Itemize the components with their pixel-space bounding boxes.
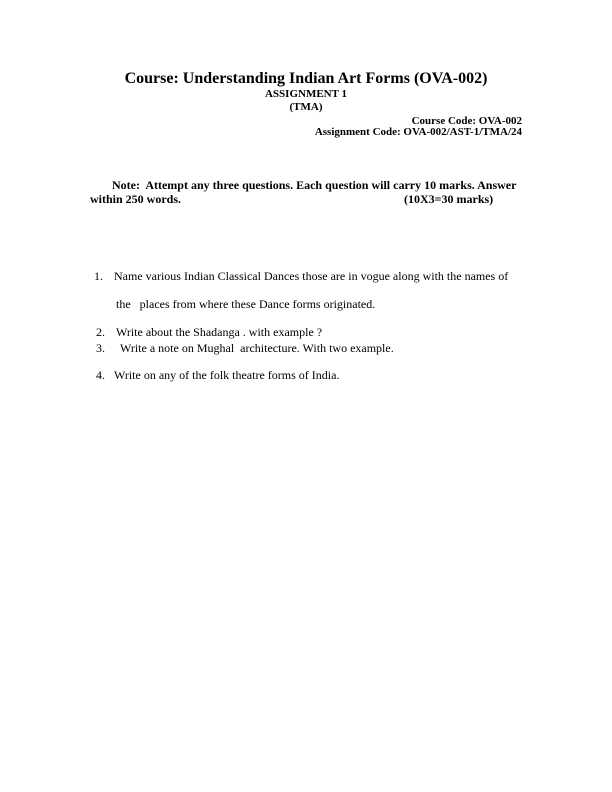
question-text: Write on any of the folk theatre forms of India. xyxy=(114,368,340,382)
question-text: Write a note on Mughal architecture. With two example. xyxy=(120,341,394,355)
question-1 xyxy=(94,269,508,284)
question-4 xyxy=(96,368,339,383)
question-2 xyxy=(96,325,322,340)
question-text: Name various Indian Classical Dances those are in vogue along with the names of xyxy=(114,269,509,283)
note-line-2: within 250 words. xyxy=(90,192,182,206)
assignment-heading: ASSIGNMENT 1 xyxy=(264,88,347,100)
question-number: 1. xyxy=(94,269,103,283)
question-number: 3. xyxy=(96,341,105,355)
course-code: Course Code: OVA-002 xyxy=(411,115,522,127)
question-number: 2. xyxy=(96,325,105,339)
question-3 xyxy=(96,341,394,356)
marks-note: (10X3=30 marks) xyxy=(404,192,494,206)
question-text: Write about the Shadanga . with example ? xyxy=(116,325,323,339)
question-1-continuation: the places from where these Dance forms originated. xyxy=(116,297,376,311)
assignment-code: Assignment Code: OVA-002/AST-1/TMA/24 xyxy=(314,126,522,138)
document-title: Course: Understanding Indian Art Forms (OVA-002) xyxy=(124,70,488,87)
note-line-1: Note: Attempt any three questions. Each question will carry 10 marks. Answer xyxy=(112,178,517,192)
tma-label: (TMA) xyxy=(289,101,323,113)
question-number: 4. xyxy=(96,368,105,382)
